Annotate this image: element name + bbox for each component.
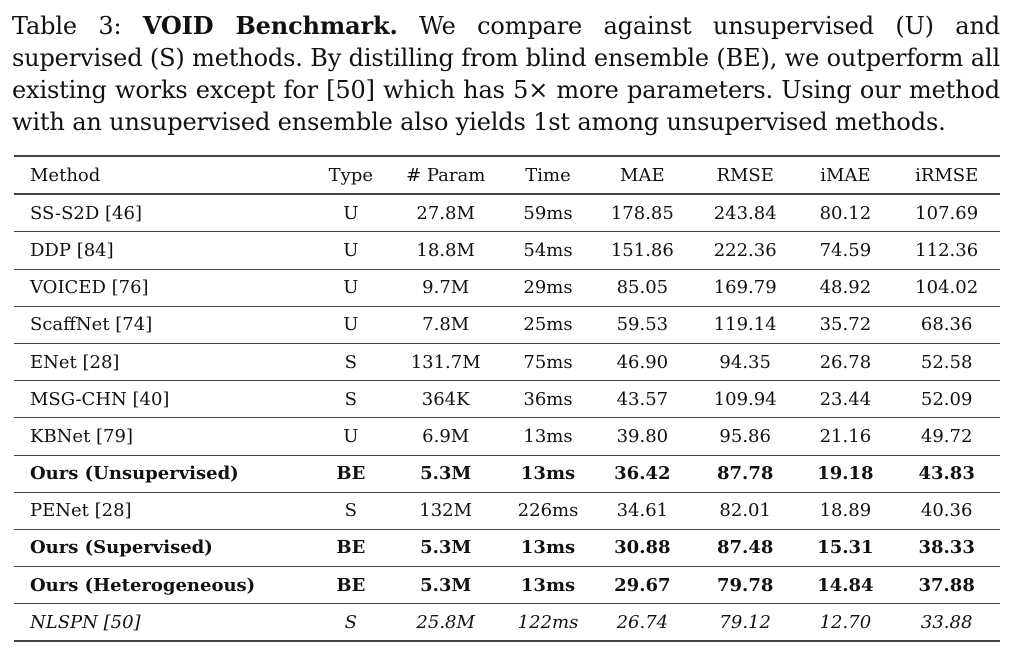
cell-imae: 35.72 (797, 306, 893, 343)
table-row (14, 269, 1000, 306)
cell-param: 7.8M (387, 306, 504, 343)
cell-method: VOICED [76] (14, 269, 315, 306)
cell-method: ScaffNet [74] (14, 306, 315, 343)
cell-mae: 30.88 (592, 529, 693, 566)
cell-irmse: 68.36 (893, 306, 1000, 343)
cell-imae: 80.12 (797, 194, 893, 232)
cell-irmse: 37.88 (893, 567, 1000, 604)
cell-method: NLSPN [50] (14, 604, 315, 642)
cell-time: 75ms (504, 343, 591, 380)
caption-title: VOID Benchmark. (142, 11, 398, 40)
cell-irmse: 40.36 (893, 492, 1000, 529)
cell-imae: 19.18 (797, 455, 893, 492)
table-row (14, 232, 1000, 269)
table-row (14, 567, 1000, 604)
cell-mae: 29.67 (592, 567, 693, 604)
table-row (14, 381, 1000, 418)
cell-type: U (315, 194, 387, 232)
header-param: # Param (387, 156, 504, 194)
table-row (14, 343, 1000, 380)
cell-rmse: 79.12 (693, 604, 797, 642)
cell-irmse: 49.72 (893, 418, 1000, 455)
header-imae: iMAE (797, 156, 893, 194)
cell-irmse: 52.58 (893, 343, 1000, 380)
cell-rmse: 94.35 (693, 343, 797, 380)
cell-mae: 151.86 (592, 232, 693, 269)
cell-rmse: 95.86 (693, 418, 797, 455)
cell-method: KBNet [79] (14, 418, 315, 455)
cell-imae: 15.31 (797, 529, 893, 566)
table-caption (12, 10, 1000, 138)
cell-param: 25.8M (387, 604, 504, 642)
cell-method: ENet [28] (14, 343, 315, 380)
cell-time: 29ms (504, 269, 591, 306)
cell-mae: 34.61 (592, 492, 693, 529)
cell-time: 13ms (504, 529, 591, 566)
cell-rmse: 243.84 (693, 194, 797, 232)
cell-type: U (315, 269, 387, 306)
cell-time: 36ms (504, 381, 591, 418)
cell-mae: 36.42 (592, 455, 693, 492)
cell-irmse: 38.33 (893, 529, 1000, 566)
table-row (14, 455, 1000, 492)
cell-irmse: 104.02 (893, 269, 1000, 306)
cell-type: S (315, 492, 387, 529)
cell-method: SS-S2D [46] (14, 194, 315, 232)
cell-imae: 48.92 (797, 269, 893, 306)
cell-param: 9.7M (387, 269, 504, 306)
cell-param: 5.3M (387, 455, 504, 492)
cell-method: Ours (Supervised) (14, 529, 315, 566)
header-type: Type (315, 156, 387, 194)
cell-method: DDP [84] (14, 232, 315, 269)
header-method: Method (14, 156, 315, 194)
cell-type: BE (315, 529, 387, 566)
cell-param: 132M (387, 492, 504, 529)
caption-text: We compare against unsupervised (U) and supervised (S) methods. By distilling from blind ensemble (BE), we outperform all existing works except for [50] which has 5× more parameters. Using our method with an unsupervised ensemble also yields 1st among unsupervised methods. (12, 12, 1000, 136)
cell-param: 5.3M (387, 567, 504, 604)
cell-type: U (315, 232, 387, 269)
cell-type: S (315, 604, 387, 642)
cell-param: 27.8M (387, 194, 504, 232)
cell-time: 13ms (504, 567, 591, 604)
cell-irmse: 107.69 (893, 194, 1000, 232)
table-row (14, 529, 1000, 566)
table-row (14, 306, 1000, 343)
table-row (14, 418, 1000, 455)
cell-method: MSG-CHN [40] (14, 381, 315, 418)
cell-mae: 46.90 (592, 343, 693, 380)
cell-mae: 26.74 (592, 604, 693, 642)
results-table (14, 155, 1000, 642)
cell-rmse: 222.36 (693, 232, 797, 269)
cell-type: S (315, 343, 387, 380)
table-row (14, 604, 1000, 642)
cell-time: 25ms (504, 306, 591, 343)
cell-param: 6.9M (387, 418, 504, 455)
cell-param: 5.3M (387, 529, 504, 566)
cell-time: 122ms (504, 604, 591, 642)
header-irmse: iRMSE (893, 156, 1000, 194)
cell-irmse: 112.36 (893, 232, 1000, 269)
cell-mae: 178.85 (592, 194, 693, 232)
cell-method: Ours (Heterogeneous) (14, 567, 315, 604)
cell-method: Ours (Unsupervised) (14, 455, 315, 492)
cell-type: BE (315, 567, 387, 604)
cell-type: U (315, 418, 387, 455)
header-mae: MAE (592, 156, 693, 194)
cell-rmse: 169.79 (693, 269, 797, 306)
table-body (14, 194, 1000, 641)
cell-time: 54ms (504, 232, 591, 269)
cell-time: 13ms (504, 418, 591, 455)
cell-param: 131.7M (387, 343, 504, 380)
cell-mae: 43.57 (592, 381, 693, 418)
cell-imae: 26.78 (797, 343, 893, 380)
cell-mae: 59.53 (592, 306, 693, 343)
cell-method: PENet [28] (14, 492, 315, 529)
table-row (14, 194, 1000, 232)
cell-param: 364K (387, 381, 504, 418)
cell-type: U (315, 306, 387, 343)
header-rmse: RMSE (693, 156, 797, 194)
cell-irmse: 43.83 (893, 455, 1000, 492)
cell-time: 226ms (504, 492, 591, 529)
cell-time: 13ms (504, 455, 591, 492)
cell-imae: 14.84 (797, 567, 893, 604)
cell-rmse: 79.78 (693, 567, 797, 604)
cell-mae: 85.05 (592, 269, 693, 306)
cell-imae: 23.44 (797, 381, 893, 418)
header-time: Time (504, 156, 591, 194)
caption-label: Table 3: (12, 12, 122, 40)
cell-imae: 21.16 (797, 418, 893, 455)
table-header-row (14, 156, 1000, 194)
cell-rmse: 82.01 (693, 492, 797, 529)
cell-imae: 12.70 (797, 604, 893, 642)
cell-rmse: 109.94 (693, 381, 797, 418)
cell-imae: 74.59 (797, 232, 893, 269)
cell-type: S (315, 381, 387, 418)
table-row (14, 492, 1000, 529)
cell-rmse: 87.48 (693, 529, 797, 566)
cell-time: 59ms (504, 194, 591, 232)
cell-rmse: 87.78 (693, 455, 797, 492)
cell-irmse: 52.09 (893, 381, 1000, 418)
cell-type: BE (315, 455, 387, 492)
cell-imae: 18.89 (797, 492, 893, 529)
cell-mae: 39.80 (592, 418, 693, 455)
cell-param: 18.8M (387, 232, 504, 269)
cell-irmse: 33.88 (893, 604, 1000, 642)
cell-rmse: 119.14 (693, 306, 797, 343)
